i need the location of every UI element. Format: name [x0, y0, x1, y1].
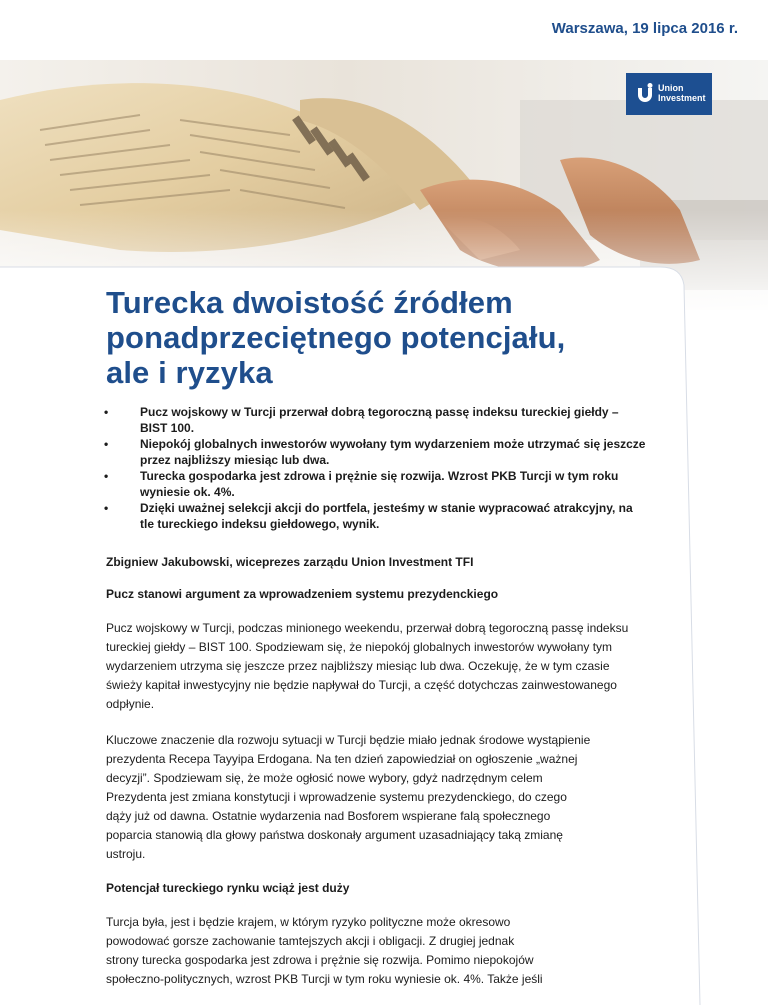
key-point: • Turecka gospodarka jest zdrowa i prężnie się rozwija. Wzrost PKB Turcji w tym roku wyniesie ok. 4%. — [104, 469, 619, 499]
key-point: • Pucz wojskowy w Turcji przerwał dobrą tegoroczną passę indeksu tureckiej giełdy – BIST 100. — [104, 405, 619, 435]
paragraph-2: Kluczowe znaczenie dla rozwoju sytuacji w Turcji będzie miało jednak środowe wystąpienie prezydenta Recepa Tayyipa Erdogana. Na ten dzień zapowiedział on ogłoszenie „ważnej decyzji”. Spodziewam się, że może ogłosić nowe wybory, gdyż nadrzędnym celem Prezydenta jest zmiana konstytucji i wprowadzenie systemu prezydenckiego, do czego dąży już od dawna. Ostatnie wydarzenia nad Bosforem wspierane falą społecznego poparcia stanowią dla głowy państwa doskonały argument uzasadniający taką zmianę ustroju. — [106, 733, 591, 861]
bullet-icon: • — [104, 405, 109, 419]
logo-text: Union Investment — [658, 83, 706, 103]
union-investment-logo — [626, 73, 712, 115]
date: Warszawa, 19 lipca 2016 r. — [551, 20, 738, 37]
bullet-icon: • — [104, 469, 109, 483]
logo-icon — [634, 82, 656, 104]
key-points-list — [104, 404, 646, 532]
bullet-icon: • — [104, 437, 109, 451]
bullet-icon: • — [104, 501, 109, 515]
article — [106, 285, 646, 989]
section-heading-2: Potencjał tureckiego rynku wciąż jest duży — [106, 881, 350, 895]
article-title: Turecka dwoistość źródłem ponadprzeciętnego potencjału, ale i ryzyka — [106, 285, 566, 390]
paragraph-3: Turcja była, jest i będzie krajem, w którym ryzyko polityczne może okresowo powodować gorsze zachowanie tamtejszych akcji i obligacji. Z drugiej jednak strony turecka gospodarka jest zdrowa i prężnie się rozwija. Pomimo niepokojów społeczno-politycznych, wzrost PKB Turcji w tym roku wyniesie ok. 4%. Także jeśli — [106, 915, 543, 986]
author-line: Zbigniew Jakubowski, wiceprezes zarządu Union Investment TFI — [106, 555, 474, 569]
key-point: • Dzięki uważnej selekcji akcji do portfela, jesteśmy w stanie wypracować atrakcyjny, na tle tureckiego indeksu giełdowego, wynik. — [104, 501, 633, 531]
paragraph-1: Pucz wojskowy w Turcji, podczas minionego weekendu, przerwał dobrą tegoroczną passę indeksu tureckiej giełdy – BIST 100. Spodziewam się, że niepokój globalnych inwestorów wywołany tym wydarzeniem utrzyma się jeszcze przez najbliższy miesiąc lub dwa. Oczekuję, że w tym czasie świeży kapitał inwestycyjny nie będzie napływał do Turcji, a część dotychczas zainwestowanego odpłynie. — [106, 621, 629, 711]
section-heading-1: Pucz stanowi argument za wprowadzeniem systemu prezydenckiego — [106, 587, 499, 601]
key-point: • Niepokój globalnych inwestorów wywołany tym wydarzeniem może utrzymać się jeszcze przez najbliższy miesiąc lub dwa. — [104, 437, 646, 467]
